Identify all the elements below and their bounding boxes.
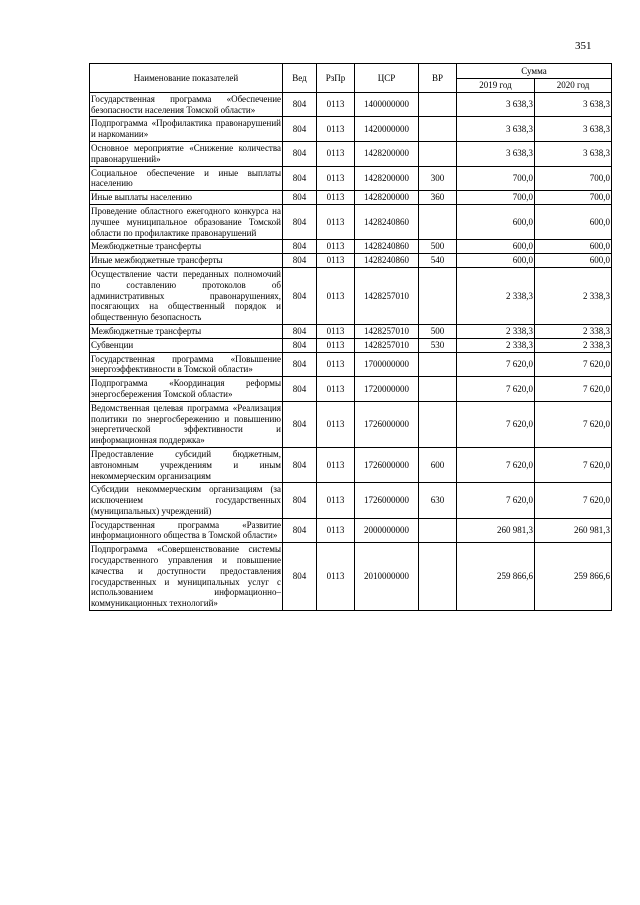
row-2019-cell: 7 620,0 — [457, 483, 535, 518]
row-csr-cell: 1428200000 — [355, 166, 419, 191]
row-csr-cell: 1428257010 — [355, 324, 419, 338]
header-ved: Вед — [283, 64, 317, 93]
row-vr-cell — [419, 518, 457, 543]
row-2020-cell: 7 620,0 — [535, 377, 612, 402]
row-name-cell: Предоставление субсидий бюджетным, автономным учреждениям и иным некоммерческим организациям — [90, 447, 283, 482]
table-row — [90, 447, 612, 482]
row-2020-cell: 260 981,3 — [535, 518, 612, 543]
row-csr-cell: 1428240860 — [355, 254, 419, 268]
row-vr-cell — [419, 204, 457, 239]
row-name-cell: Государственная программа «Обеспечение безопасности населения Томской области» — [90, 92, 283, 117]
row-2020-cell: 700,0 — [535, 166, 612, 191]
row-ved-cell: 804 — [283, 254, 317, 268]
row-csr-cell: 1420000000 — [355, 117, 419, 142]
row-2020-cell: 600,0 — [535, 204, 612, 239]
header-year-2020: 2020 год — [535, 79, 612, 93]
header-year-2019: 2019 год — [457, 79, 535, 93]
header-rzpr: РзПр — [317, 64, 355, 93]
row-2019-cell: 700,0 — [457, 191, 535, 205]
row-vr-cell: 630 — [419, 483, 457, 518]
row-name-cell: Государственная программа «Повышение энергоэффективности в Томской области» — [90, 352, 283, 377]
row-rzpr-cell: 0113 — [317, 518, 355, 543]
row-rzpr-cell: 0113 — [317, 543, 355, 611]
header-vr: ВР — [419, 64, 457, 93]
table-row — [90, 543, 612, 611]
row-ved-cell: 804 — [283, 191, 317, 205]
row-csr-cell: 1726000000 — [355, 447, 419, 482]
row-rzpr-cell: 0113 — [317, 338, 355, 352]
table-row — [90, 338, 612, 352]
row-2020-cell: 600,0 — [535, 240, 612, 254]
row-name-cell: Ведомственная целевая программа «Реализация политики по энергосбережению и повышению энергетической эффективности и информационная поддержка» — [90, 401, 283, 447]
row-name-cell: Основное мероприятие «Снижение количества правонарушений» — [90, 141, 283, 166]
row-vr-cell — [419, 117, 457, 142]
row-name-cell: Подпрограмма «Координация реформы энергосбережения Томской области» — [90, 377, 283, 402]
row-vr-cell — [419, 377, 457, 402]
header-csr: ЦСР — [355, 64, 419, 93]
table-row — [90, 166, 612, 191]
row-ved-cell: 804 — [283, 204, 317, 239]
table-row — [90, 204, 612, 239]
row-name-cell: Субсидии некоммерческим организациям (за исключением государственных (муниципальных) учреждений) — [90, 483, 283, 518]
row-ved-cell: 804 — [283, 324, 317, 338]
row-rzpr-cell: 0113 — [317, 483, 355, 518]
row-name-cell: Межбюджетные трансферты — [90, 240, 283, 254]
table-header — [90, 64, 612, 93]
row-2020-cell: 7 620,0 — [535, 447, 612, 482]
row-2019-cell: 7 620,0 — [457, 377, 535, 402]
row-2020-cell: 2 338,3 — [535, 267, 612, 324]
row-vr-cell — [419, 352, 457, 377]
row-csr-cell: 1428200000 — [355, 191, 419, 205]
row-ved-cell: 804 — [283, 447, 317, 482]
row-2019-cell: 2 338,3 — [457, 324, 535, 338]
row-2020-cell: 3 638,3 — [535, 117, 612, 142]
row-csr-cell: 2010000000 — [355, 543, 419, 611]
row-2019-cell: 7 620,0 — [457, 447, 535, 482]
row-ved-cell: 804 — [283, 338, 317, 352]
header-sum: Сумма — [457, 64, 612, 79]
row-rzpr-cell: 0113 — [317, 204, 355, 239]
row-name-cell: Подпрограмма «Профилактика правонарушений и наркомании» — [90, 117, 283, 142]
table-row — [90, 401, 612, 447]
row-ved-cell: 804 — [283, 141, 317, 166]
row-csr-cell: 1428257010 — [355, 338, 419, 352]
row-vr-cell: 600 — [419, 447, 457, 482]
row-2020-cell: 700,0 — [535, 191, 612, 205]
row-2020-cell: 7 620,0 — [535, 483, 612, 518]
row-ved-cell: 804 — [283, 267, 317, 324]
table-body — [90, 92, 612, 610]
row-ved-cell: 804 — [283, 166, 317, 191]
row-2020-cell: 2 338,3 — [535, 338, 612, 352]
row-vr-cell — [419, 92, 457, 117]
table-row — [90, 92, 612, 117]
row-csr-cell: 1428240860 — [355, 204, 419, 239]
row-vr-cell — [419, 543, 457, 611]
row-vr-cell: 300 — [419, 166, 457, 191]
table-row — [90, 240, 612, 254]
row-rzpr-cell: 0113 — [317, 240, 355, 254]
row-ved-cell: 804 — [283, 543, 317, 611]
table-row — [90, 141, 612, 166]
row-2019-cell: 600,0 — [457, 254, 535, 268]
row-name-cell: Иные межбюджетные трансферты — [90, 254, 283, 268]
row-vr-cell — [419, 141, 457, 166]
row-ved-cell: 804 — [283, 518, 317, 543]
table-row — [90, 324, 612, 338]
row-csr-cell: 1428257010 — [355, 267, 419, 324]
row-rzpr-cell: 0113 — [317, 117, 355, 142]
header-name: Наименование показателей — [90, 64, 283, 93]
table-row — [90, 117, 612, 142]
row-rzpr-cell: 0113 — [317, 267, 355, 324]
row-2019-cell: 600,0 — [457, 204, 535, 239]
row-ved-cell: 804 — [283, 483, 317, 518]
table-row — [90, 254, 612, 268]
row-2019-cell: 7 620,0 — [457, 352, 535, 377]
table-row — [90, 191, 612, 205]
table-row — [90, 352, 612, 377]
row-ved-cell: 804 — [283, 377, 317, 402]
row-vr-cell: 500 — [419, 240, 457, 254]
row-name-cell: Социальное обеспечение и иные выплаты населению — [90, 166, 283, 191]
row-csr-cell: 1400000000 — [355, 92, 419, 117]
row-2019-cell: 3 638,3 — [457, 117, 535, 142]
row-name-cell: Государственная программа «Развитие информационного общества в Томской области» — [90, 518, 283, 543]
table-row — [90, 267, 612, 324]
row-rzpr-cell: 0113 — [317, 191, 355, 205]
row-2020-cell: 3 638,3 — [535, 141, 612, 166]
row-rzpr-cell: 0113 — [317, 141, 355, 166]
row-2019-cell: 260 981,3 — [457, 518, 535, 543]
row-2020-cell: 7 620,0 — [535, 401, 612, 447]
row-2020-cell: 600,0 — [535, 254, 612, 268]
budget-table — [89, 63, 612, 611]
row-name-cell: Подпрограмма «Совершенствование системы государственного управления и повышение качества и доступности предоставления государственных и муниципальных услуг с использованием информационно–коммуникационных технологий» — [90, 543, 283, 611]
row-rzpr-cell: 0113 — [317, 324, 355, 338]
row-ved-cell: 804 — [283, 117, 317, 142]
row-name-cell: Субвенции — [90, 338, 283, 352]
row-rzpr-cell: 0113 — [317, 377, 355, 402]
row-rzpr-cell: 0113 — [317, 166, 355, 191]
row-2020-cell: 2 338,3 — [535, 324, 612, 338]
row-vr-cell: 530 — [419, 338, 457, 352]
row-csr-cell: 1428240860 — [355, 240, 419, 254]
row-2019-cell: 7 620,0 — [457, 401, 535, 447]
row-name-cell: Проведение областного ежегодного конкурса на лучшее муниципальное образование Томской области по профилактике правонарушений — [90, 204, 283, 239]
row-ved-cell: 804 — [283, 240, 317, 254]
row-vr-cell: 360 — [419, 191, 457, 205]
row-csr-cell: 1726000000 — [355, 401, 419, 447]
row-rzpr-cell: 0113 — [317, 401, 355, 447]
row-2019-cell: 2 338,3 — [457, 267, 535, 324]
table-row — [90, 518, 612, 543]
row-ved-cell: 804 — [283, 352, 317, 377]
row-2019-cell: 2 338,3 — [457, 338, 535, 352]
row-name-cell: Осуществление части переданных полномочий по составлению протоколов об административных правонарушениях, посягающих на общественный порядок и общественную безопасность — [90, 267, 283, 324]
row-vr-cell — [419, 267, 457, 324]
row-name-cell: Иные выплаты населению — [90, 191, 283, 205]
row-ved-cell: 804 — [283, 401, 317, 447]
row-rzpr-cell: 0113 — [317, 352, 355, 377]
row-csr-cell: 1726000000 — [355, 483, 419, 518]
row-rzpr-cell: 0113 — [317, 447, 355, 482]
row-2020-cell: 3 638,3 — [535, 92, 612, 117]
row-csr-cell: 1700000000 — [355, 352, 419, 377]
table-row — [90, 377, 612, 402]
row-ved-cell: 804 — [283, 92, 317, 117]
page-number: 351 — [575, 40, 592, 52]
table-row — [90, 483, 612, 518]
row-2019-cell: 3 638,3 — [457, 92, 535, 117]
row-2019-cell: 600,0 — [457, 240, 535, 254]
row-2019-cell: 3 638,3 — [457, 141, 535, 166]
row-2020-cell: 7 620,0 — [535, 352, 612, 377]
row-vr-cell: 540 — [419, 254, 457, 268]
row-2019-cell: 700,0 — [457, 166, 535, 191]
row-vr-cell: 500 — [419, 324, 457, 338]
row-2020-cell: 259 866,6 — [535, 543, 612, 611]
row-vr-cell — [419, 401, 457, 447]
row-name-cell: Межбюджетные трансферты — [90, 324, 283, 338]
row-csr-cell: 1720000000 — [355, 377, 419, 402]
row-rzpr-cell: 0113 — [317, 92, 355, 117]
row-csr-cell: 2000000000 — [355, 518, 419, 543]
row-2019-cell: 259 866,6 — [457, 543, 535, 611]
row-rzpr-cell: 0113 — [317, 254, 355, 268]
row-csr-cell: 1428200000 — [355, 141, 419, 166]
